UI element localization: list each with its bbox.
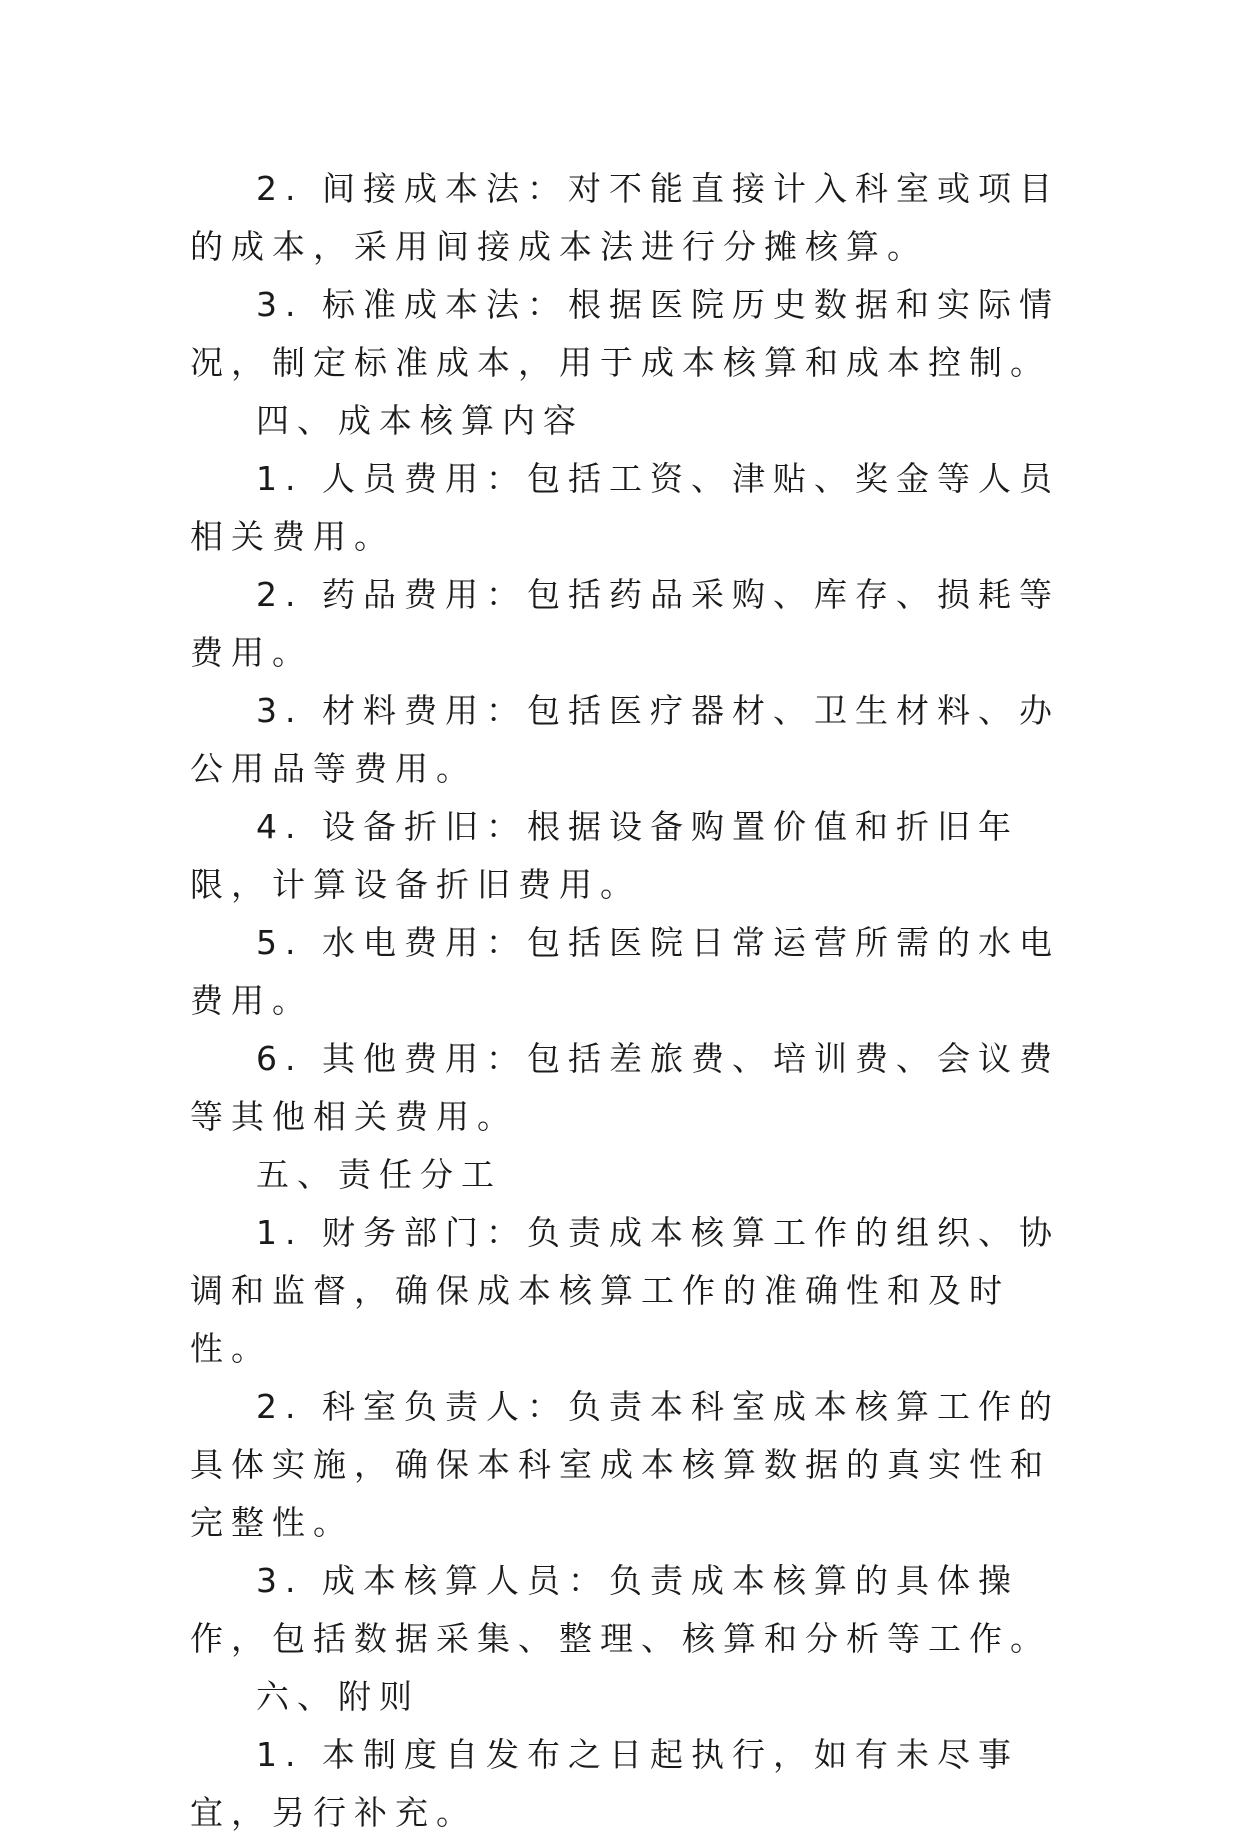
paragraph: 3. 材料费用：包括医疗器材、卫生材料、办公用品等费用。 [190, 691, 1060, 788]
paragraph: 1. 本制度自发布之日起执行，如有未尽事宜，另行补充。 [190, 1735, 1019, 1832]
paragraph: 3. 标准成本法：根据医院历史数据和实际情况，制定标准成本，用于成本核算和成本控制。 [190, 285, 1060, 382]
paragraph: 1. 人员费用：包括工资、津贴、奖金等人员相关费用。 [190, 459, 1060, 556]
paragraph: 5. 水电费用：包括医院日常运营所需的水电费用。 [190, 923, 1060, 1020]
paragraph: 2. 间接成本法：对不能直接计入科室或项目的成本，采用间接成本法进行分摊核算。 [190, 169, 1060, 266]
section-heading: 六、附则 [256, 1677, 420, 1716]
section-heading: 四、成本核算内容 [256, 401, 584, 440]
document-body [190, 160, 1060, 1842]
paragraph: 2. 药品费用：包括药品采购、库存、损耗等费用。 [190, 575, 1060, 672]
paragraph: 3. 成本核算人员：负责成本核算的具体操作，包括数据采集、整理、核算和分析等工作。 [190, 1561, 1051, 1658]
paragraph: 6. 其他费用：包括差旅费、培训费、会议费等其他相关费用。 [190, 1039, 1060, 1136]
section-heading: 五、责任分工 [256, 1155, 502, 1194]
paragraph: 1. 财务部门：负责成本核算工作的组织、协调和监督，确保成本核算工作的准确性和及时性。 [190, 1213, 1060, 1368]
paragraph: 4. 设备折旧：根据设备购置价值和折旧年限，计算设备折旧费用。 [190, 807, 1019, 904]
paragraph: 2. 科室负责人：负责本科室成本核算工作的具体实施，确保本科室成本核算数据的真实性和完整性。 [190, 1387, 1060, 1542]
